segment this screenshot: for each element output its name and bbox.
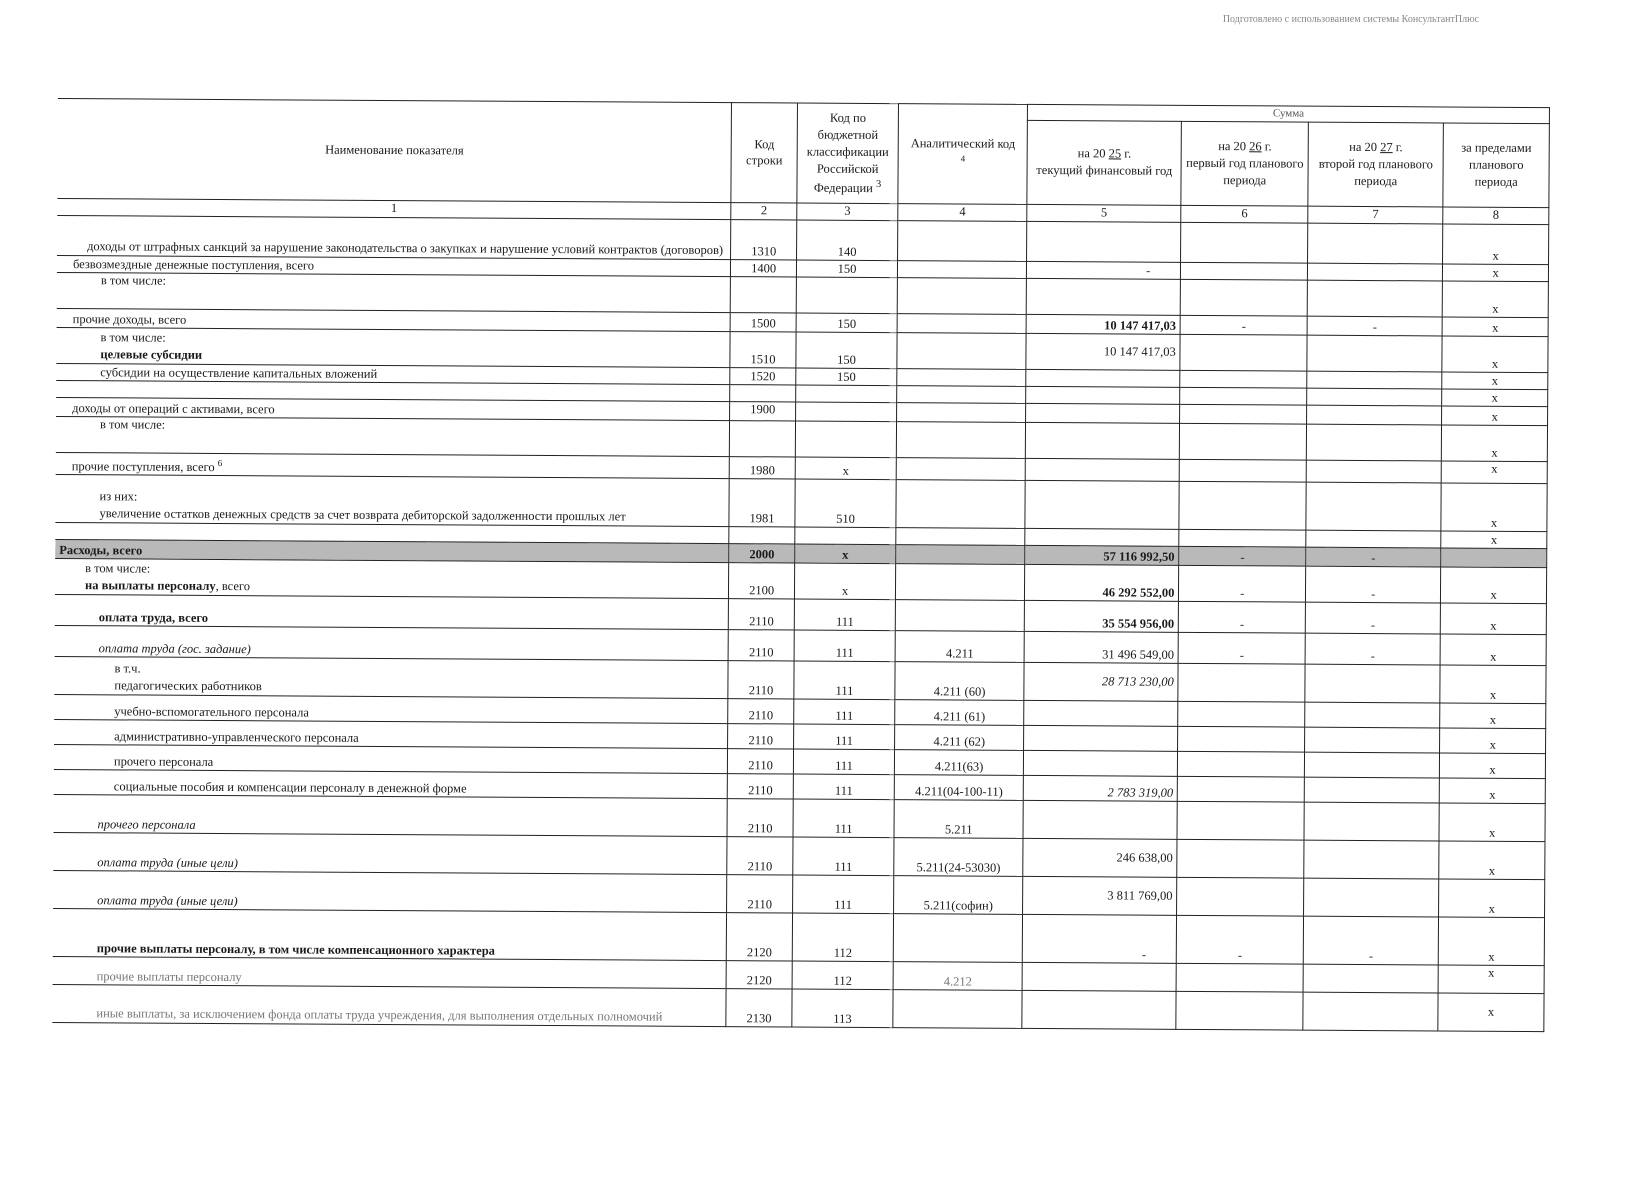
row-value-beyond: х [1438,993,1544,1032]
row-acode [893,989,1022,1028]
row-code: 2110 [727,836,793,874]
row-name: административно-управленческого персонала [54,719,728,748]
row-value-beyond: х [1442,281,1548,318]
row-value-beyond: х [1438,965,1544,994]
row-value-y1: 46 292 552,00 [1025,564,1179,601]
row-code: 1900 [730,401,796,420]
row-bcode: 111 [793,799,895,838]
row-value-y3 [1307,371,1442,389]
row-value-y3 [1306,424,1441,461]
row-name: иные выплаты, за исключением фонда оплаты труда учреждения, для выполнения отдельных полномочий [52,984,726,1026]
row-value-y2 [1180,334,1307,371]
header-note: Подготовлено с использованием системы КонсультантПлюс [1222,14,1479,25]
row-acode [896,544,1025,564]
row-code [731,276,797,312]
row-code [729,526,795,543]
row-value-y2 [1176,991,1303,1030]
plan-table [52,98,1550,1032]
row-value-y1: 31 496 549,00 [1024,631,1178,663]
row-value-y2: - [1178,632,1305,664]
row-value-y2 [1178,751,1305,777]
row-bcode: 111 [794,599,896,631]
row-acode: 4.211 (62) [895,724,1024,750]
row-name-tail: , всего [215,578,251,594]
row-code: 2110 [728,660,794,698]
row-value-y1: 57 116 992,50 [1025,545,1179,565]
row-value-y3 [1306,482,1441,531]
col-y3-label: второй год планового периода [1318,156,1433,188]
row-name: оплата труда, всего [55,594,729,629]
row-value-y1 [1022,990,1176,1029]
col-y2-label: первый год планового периода [1186,155,1304,188]
row-name [54,656,728,698]
row-code: 1980 [730,456,796,478]
row-bcode: х [795,457,897,480]
row-value-beyond: х [1442,336,1548,373]
col-bcode-header [797,103,899,203]
row-acode [896,599,1025,631]
table-row [53,908,1545,965]
row-value-y1: - [1027,261,1181,279]
row-value-beyond: х [1440,634,1546,666]
row-value-beyond: х [1441,603,1547,635]
row-bcode: 510 [795,479,897,528]
row-bcode: х [794,563,896,600]
row-value-y2 [1178,726,1305,752]
row-value-y1: 35 554 956,00 [1024,600,1178,632]
col-y3-header [1308,122,1444,207]
row-name: в том числе: [57,272,731,312]
col-y3-prefix: на 20 [1349,139,1378,155]
row-value-y2: - [1179,546,1306,566]
row-value-y2: - [1179,565,1306,602]
col-name-header: Наименование показателя [57,98,732,202]
row-code: 1981 [729,478,795,526]
col-acode-sup: 4 [960,153,966,164]
row-code: 2110 [729,598,795,629]
row-code: 1520 [730,367,796,384]
row-value-y1 [1026,386,1180,404]
row-value-y3 [1307,405,1442,425]
row-value-beyond: х [1441,483,1547,532]
row-bcode: 111 [794,661,896,700]
row-value-y1: 10 147 417,03 [1026,314,1180,334]
row-bcode: 111 [794,630,896,662]
row-value-beyond: х [1440,665,1546,704]
row-name-text: прочие поступления, всего [71,458,215,474]
row-acode [896,457,1025,480]
row-value-y2: - [1179,601,1306,633]
row-value-y1 [1025,422,1179,459]
row-acode [898,220,1027,261]
row-name-line-1: в том числе: [85,561,151,576]
row-value-beyond: х [1443,224,1549,265]
row-value-beyond: х [1442,406,1548,426]
row-value-y3: - [1306,566,1441,603]
row-name: оплата труда (иные цели) [53,832,727,874]
row-acode [897,332,1026,369]
row-value-y1: - [1022,914,1176,963]
row-value-y1: 10 147 417,03 [1026,333,1180,370]
col-beyond-header: за пределами планового периода [1443,123,1549,208]
colnum-4: 4 [898,203,1027,221]
row-value-y3 [1305,727,1440,753]
row-name: в том числе: [56,416,730,456]
row-name-line-1: в том числе: [100,330,166,345]
row-value-y2 [1181,222,1308,263]
row-code: 2110 [727,798,793,836]
row-acode [897,385,1026,403]
row-value-y3 [1305,702,1440,728]
row-value-beyond: х [1443,264,1549,282]
row-bcode [796,277,898,314]
row-value-y3 [1305,664,1440,703]
row-code: 2110 [728,723,794,748]
row-acode: 5.211(24-53030) [894,837,1023,876]
row-code: 2110 [728,748,794,773]
row-value-y3 [1304,777,1439,803]
row-acode [894,913,1023,962]
col-y2-header [1181,121,1308,206]
row-acode [897,421,1026,458]
row-value-y1: 28 713 230,00 [1024,662,1178,701]
row-value-beyond: х [1440,728,1546,754]
row-value-y3 [1304,878,1439,917]
row-bcode: х [795,544,897,564]
row-bcode: 140 [796,220,898,261]
row-bcode: 150 [796,368,897,386]
row-bcode: 112 [792,961,894,990]
row-value-y2 [1177,839,1304,878]
row-name: социальные пособия и компенсации персоналу в денежной форме [54,769,728,798]
row-bcode: 111 [793,774,895,800]
row-name-line-1: из них: [99,489,138,504]
col-y1-header [1027,120,1182,205]
row-name: оплата труда (иные цели) [53,870,727,912]
row-value-y1 [1022,962,1176,991]
row-value-y1 [1027,221,1181,262]
table-row [55,474,1547,531]
row-code: 2110 [727,874,793,912]
row-bcode: 150 [796,332,898,369]
row-value-y3 [1304,840,1439,879]
row-name: субсидии на осуществление капитальных вложений [56,363,730,384]
row-name-bold: на выплаты персоналу [84,578,216,593]
row-acode [896,563,1025,600]
row-acode [898,260,1027,278]
row-value-y3 [1304,752,1439,778]
row-acode [897,277,1026,314]
col-acode-text: Аналитический код [910,136,1016,152]
row-name-line-1: в т.ч. [114,661,141,676]
row-value-beyond: х [1441,461,1547,484]
row-value-y3: - [1303,916,1438,965]
row-value-y2 [1177,877,1304,916]
row-value-y2 [1178,701,1305,727]
row-value-y3 [1308,263,1443,281]
row-value-beyond: х [1441,531,1547,549]
row-name-sup: 6 [217,457,223,468]
row-value-y2 [1179,529,1306,547]
row-acode: 4.211 (60) [895,661,1024,700]
colnum-8: 8 [1443,207,1549,225]
row-code: 2000 [729,543,795,562]
row-value-y1 [1023,800,1177,839]
col-acode-header [898,104,1027,205]
row-name: прочие выплаты персоналу, в том числе компенсационного характера [53,908,727,960]
table-row [52,984,1544,1031]
row-code: 2110 [728,629,794,660]
row-value-y3 [1308,223,1443,264]
row-value-y1 [1025,458,1179,481]
row-bcode: 111 [793,837,895,876]
row-value-y3: - [1306,547,1441,567]
row-value-y2 [1178,776,1305,802]
row-value-y1 [1026,278,1180,315]
row-acode: 4.211 [895,630,1024,662]
row-value-beyond: х [1440,753,1546,779]
row-name-line-2: педагогических работников [114,678,262,694]
row-name [55,474,729,526]
col-bcode-sup: 3 [876,178,882,190]
row-value-beyond: х [1439,917,1545,966]
row-name: учебно-вспомогательного персонала [54,694,728,723]
row-value-y2 [1179,481,1306,530]
row-value-y1 [1025,480,1179,529]
col-y3-year: 27 [1380,140,1393,155]
row-bcode: 113 [792,989,894,1028]
row-code: 1310 [731,219,797,259]
row-acode [897,368,1026,386]
row-value-y3 [1307,388,1442,406]
row-code: 2120 [727,912,793,960]
col-y3-suffix: г. [1395,140,1403,155]
row-value-y1: 2 783 319,00 [1023,775,1177,801]
header-row-1 [58,98,1550,123]
row-code: 2110 [728,698,794,723]
row-value-y2 [1181,279,1308,316]
colnum-5: 5 [1027,204,1181,222]
row-name-line-2: целевые субсидии [100,347,203,362]
row-acode [896,527,1025,545]
row-code: 2130 [726,988,792,1026]
row-value-beyond: х [1441,567,1547,604]
row-bcode [795,402,897,422]
col-sum-header: Сумма [1028,104,1550,123]
row-acode: 4.211(63) [895,749,1024,775]
row-value-y2 [1181,262,1308,280]
colnum-2: 2 [731,202,797,219]
row-name: прочего персонала [54,744,728,773]
row-bcode: 150 [796,260,897,278]
colnum-3: 3 [797,203,898,221]
row-name: доходы от операций с активами, всего [56,397,730,420]
row-value-y2 [1176,963,1303,992]
col-y2-suffix: г. [1264,139,1272,154]
row-code [730,420,796,456]
row-acode: 5.211(софин) [894,875,1023,914]
row-value-y1 [1025,528,1179,546]
row-bcode: 111 [792,875,894,914]
row-value-beyond: х [1439,803,1545,842]
row-value-y2 [1180,404,1307,424]
row-value-y1 [1024,700,1178,726]
col-y1-label: текущий финансовый год [1036,163,1173,179]
row-value-y2 [1180,370,1307,388]
row-name [55,558,729,598]
row-code: 2120 [726,960,792,988]
row-name [56,327,730,367]
row-name: прочие доходы, всего [57,308,731,331]
row-value-y3 [1307,335,1442,372]
row-name: прочие выплаты персоналу [53,956,727,988]
row-bcode: 112 [792,913,894,962]
row-value-beyond: х [1442,372,1548,390]
colnum-7: 7 [1308,206,1443,224]
row-value-y3: - [1305,602,1440,634]
row-value-beyond: х [1439,841,1545,880]
col-bcode-text: Код по бюджетной классификации Российской Федерации [806,110,889,195]
colnum-1: 1 [57,198,731,219]
row-value-y3 [1307,280,1442,317]
row-bcode [796,385,897,403]
row-value-y2 [1178,663,1305,702]
row-value-y1 [1024,750,1178,776]
row-code: 1510 [730,331,796,367]
row-value-y2 [1180,387,1307,405]
row-code: 2110 [728,773,794,798]
row-bcode: 111 [794,699,896,725]
financial-plan-sheet [52,98,1558,1032]
colnum-6: 6 [1181,205,1308,223]
row-value-y3 [1303,992,1438,1031]
row-value-y3 [1304,802,1439,841]
row-value-y1: 3 811 769,00 [1023,876,1177,915]
row-value-beyond: х [1439,879,1545,918]
row-value-y3: - [1305,633,1440,665]
row-acode [897,402,1026,422]
row-bcode: 111 [793,724,895,750]
row-value-y1 [1024,725,1178,751]
row-value-y1: 246 638,00 [1023,838,1177,877]
row-value-y2 [1180,423,1307,460]
row-value-y1 [1026,369,1180,387]
row-value-beyond: х [1440,778,1546,804]
row-name: Расходы, всего [55,539,729,562]
row-value-y3: - [1307,316,1442,336]
row-value-beyond [1441,548,1547,568]
row-value-y2 [1180,459,1307,482]
row-value-y3 [1306,530,1441,548]
row-value-y2: - [1180,315,1307,335]
row-name: прочего персонала [54,794,728,836]
row-name: доходы от штрафных санкций за нарушение законодательства о закупках и нарушение условий контрактов (договоров) [57,215,731,259]
row-acode: 4.211(04-100-11) [895,774,1024,800]
row-code [730,384,796,401]
row-value-y2 [1177,801,1304,840]
col-y2-prefix: на 20 [1218,139,1247,154]
row-value-beyond: х [1440,703,1546,729]
row-name: безвозмездные денежные поступления, всего [57,255,731,276]
row-bcode [795,527,896,545]
row-value-beyond: х [1442,317,1548,337]
row-value-beyond: х [1442,389,1548,407]
row-bcode: 150 [796,313,898,333]
row-bcode: 111 [793,749,895,775]
row-value-y3 [1306,460,1441,483]
col-y1-suffix: г. [1124,146,1132,162]
col-code-header: Код строки [731,103,797,203]
row-value-beyond: х [1442,425,1548,462]
row-name-line-2: увеличение остатков денежных средств за счет возврата дебиторской задолженности прошлых лет [99,506,626,524]
row-code: 1400 [731,259,797,276]
row-code: 1500 [730,312,796,331]
row-code: 2100 [729,562,795,598]
row-acode: 5.211 [894,799,1023,838]
row-name: оплата труда (гос. задание) [55,625,729,660]
col-y2-year: 26 [1249,139,1262,154]
row-acode: 4.212 [893,961,1022,990]
row-value-y1 [1026,403,1180,423]
row-value-y3 [1303,964,1438,993]
row-acode: 4.211 (61) [895,699,1024,725]
row-bcode [795,421,897,458]
col-y1-prefix: на 20 [1077,146,1106,161]
col-y1-year: 25 [1108,146,1122,161]
row-acode [897,313,1026,333]
row-acode [896,479,1025,528]
row-value-y2: - [1177,915,1304,964]
